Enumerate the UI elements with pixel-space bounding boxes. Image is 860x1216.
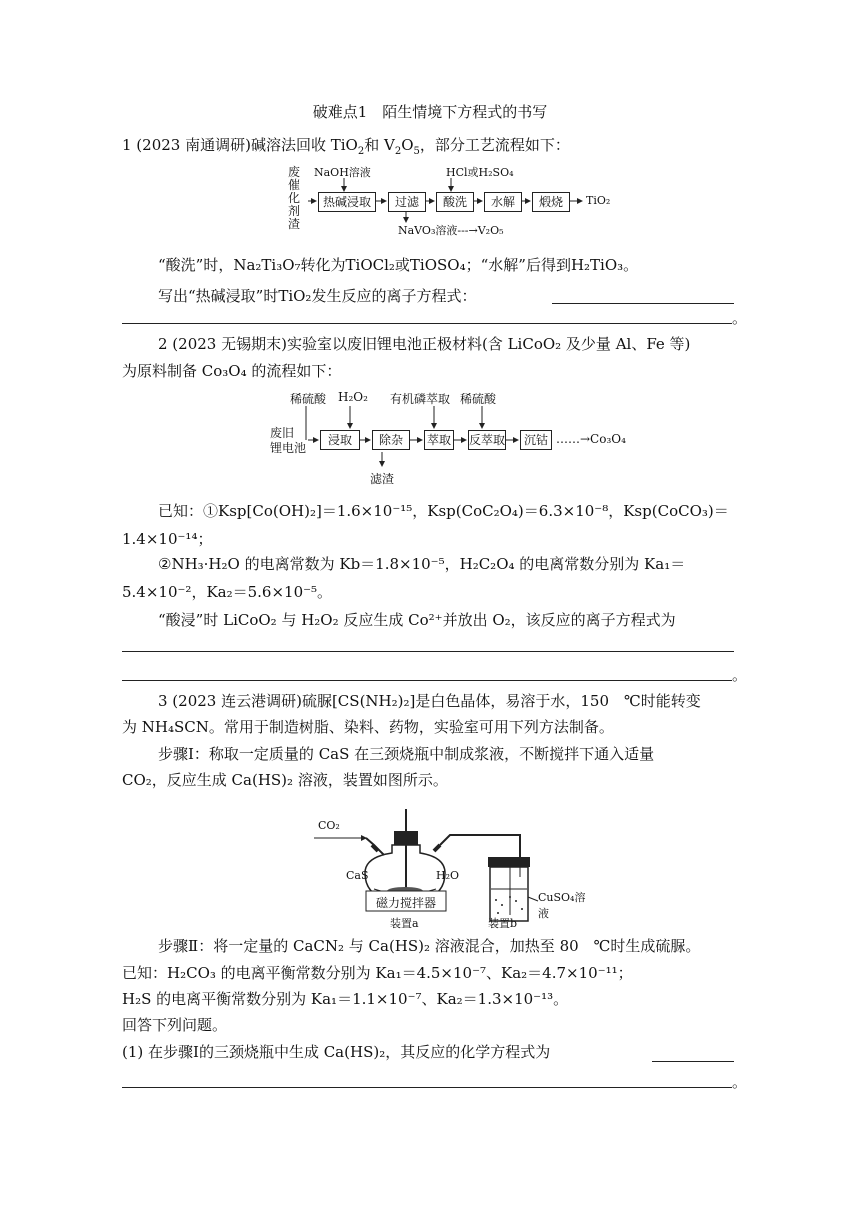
flow-input-h2o2: H₂O₂ bbox=[338, 390, 368, 404]
answer-line[interactable] bbox=[122, 680, 732, 681]
q2-flow-diagram bbox=[270, 388, 640, 488]
answer-line[interactable] bbox=[122, 651, 734, 652]
q3-step1: 步骤Ⅰ：称取一定质量的 CaS 在三颈烧瓶中制成浆液，不断搅拌下通入适量 bbox=[158, 745, 655, 763]
bottle-stopper bbox=[488, 857, 530, 867]
flow-source: 废旧 锂电池 bbox=[270, 426, 307, 455]
q2-heading-2: 为原料制备 Co₃O₄ 的流程如下： bbox=[122, 362, 342, 380]
step-leach: 浸取 bbox=[320, 430, 360, 450]
flow-output: NaVO₃溶液---→V₂O₅ bbox=[398, 224, 504, 237]
q1-heading: 1 (2023 南通调研)碱溶法回收 TiO$_2$和 $V_2O_5$，部分工艺流程如下： bbox=[122, 136, 570, 157]
label-device-b: 装置b bbox=[488, 917, 518, 930]
step-hydrolysis: 水解 bbox=[484, 192, 522, 212]
q1-text-3: 写出“热碱浸取”时TiO₂发生反应的离子方程式： bbox=[158, 287, 477, 305]
q2-question: “酸浸”时 LiCoO₂ 与 H₂O₂ 反应生成 Co²⁺并放出 O₂，该反应的离子方程式为 bbox=[158, 611, 676, 629]
step-acid-wash: 酸洗 bbox=[436, 192, 474, 212]
q3-step2: 步骤Ⅱ：将一定量的 CaCN₂ 与 Ca(HS)₂ 溶液混合，加热至 80 ℃时生成硫脲。 bbox=[158, 937, 701, 955]
q3-known-1: 已知：H₂CO₃ 的电离平衡常数分别为 Ka₁＝4.5×10⁻⁷、Ka₂＝4.7×10⁻¹¹； bbox=[122, 964, 633, 982]
q3-heading: 3 (2023 连云港调研)硫脲[CS(NH₂)₂]是白色晶体，易溶于水，150 ℃时能转变 bbox=[158, 692, 701, 710]
step-filter: 过滤 bbox=[388, 192, 426, 212]
label-h2o: H₂O bbox=[436, 869, 460, 882]
label-stirrer: 磁力搅拌器 bbox=[376, 896, 437, 910]
q2-known-1: 已知：①Ksp[Co(OH)₂]＝1.6×10⁻¹⁵，Ksp(CoC₂O₄)＝6.3×10⁻⁸，Ksp(CoCO₃)＝ bbox=[158, 502, 729, 520]
flow-source: 废 催 化 剂 渣 bbox=[288, 165, 301, 231]
q2-known-1b: 1.4×10⁻¹⁴； bbox=[122, 530, 213, 548]
period: 。 bbox=[732, 309, 748, 327]
flow-input-naoh: NaOH溶液 bbox=[314, 166, 371, 179]
flow-product: TiO₂ bbox=[586, 194, 611, 207]
flow-input-acid: HCl或H₂SO₄ bbox=[446, 166, 514, 179]
step-calcine: 煅烧 bbox=[532, 192, 570, 212]
answer-line[interactable] bbox=[552, 303, 734, 304]
period: 。 bbox=[732, 666, 748, 684]
label-cas: CaS bbox=[346, 869, 369, 882]
q3-heading-2: 为 NH₄SCN。常用于制造树脂、染料、药物，实验室可用下列方法制备。 bbox=[122, 718, 614, 736]
q1-flow-diagram bbox=[288, 162, 648, 242]
answer-line[interactable] bbox=[122, 323, 732, 324]
step-remove-impurities: 除杂 bbox=[372, 430, 410, 450]
q2-heading: 2 (2023 无锡期末)实验室以废旧锂电池正极材料(含 LiCoO₂ 及少量 Al、Fe 等) bbox=[158, 335, 691, 353]
step-extract: 萃取 bbox=[424, 430, 454, 450]
q3-answer-prompt: 回答下列问题。 bbox=[122, 1016, 228, 1034]
q2-known-2b: 5.4×10⁻²，Ka₂＝5.6×10⁻⁵。 bbox=[122, 583, 333, 601]
step-hot-alkali-leach: 热碱浸取 bbox=[318, 192, 376, 212]
q3-apparatus-figure bbox=[310, 805, 590, 930]
q3-known-2: H₂S 的电离平衡常数分别为 Ka₁＝1.1×10⁻⁷、Ka₂＝1.3×10⁻¹³。 bbox=[122, 990, 569, 1008]
flow-input-acid-2: 稀硫酸 bbox=[460, 392, 497, 406]
step-precipitate-co: 沉钴 bbox=[520, 430, 552, 450]
q3-subquestion-1: (1) 在步骤Ⅰ的三颈烧瓶中生成 Ca(HS)₂，其反应的化学方程式为 bbox=[122, 1043, 551, 1061]
label-co2: CO₂ bbox=[318, 819, 340, 832]
flow-input-extractant: 有机磷萃取 bbox=[390, 392, 451, 406]
flow-product: ……→Co₃O₄ bbox=[556, 432, 626, 446]
flow-residue: 滤渣 bbox=[370, 472, 395, 486]
period: 。 bbox=[732, 1073, 748, 1091]
q1-text-2: “酸洗”时，Na₂Ti₃O₇转化为TiOCl₂或TiOSO₄；“水解”后得到H₂TiO₃。 bbox=[158, 256, 639, 274]
q2-known-2: ②NH₃·H₂O 的电离常数为 Kb＝1.8×10⁻⁵，H₂C₂O₄ 的电离常数分别为 Ka₁＝ bbox=[158, 555, 686, 573]
answer-line[interactable] bbox=[122, 1087, 732, 1088]
flow-input-acid: 稀硫酸 bbox=[290, 392, 327, 406]
page-title: 破难点1 陌生情境下方程式的书写 bbox=[312, 103, 548, 121]
label-cuso4: CuSO₄溶液 bbox=[538, 891, 586, 920]
answer-line[interactable] bbox=[652, 1061, 734, 1062]
label-device-a: 装置a bbox=[390, 917, 419, 930]
q3-step1b: CO₂，反应生成 Ca(HS)₂ 溶液，装置如图所示。 bbox=[122, 771, 448, 789]
step-back-extract: 反萃取 bbox=[468, 430, 506, 450]
